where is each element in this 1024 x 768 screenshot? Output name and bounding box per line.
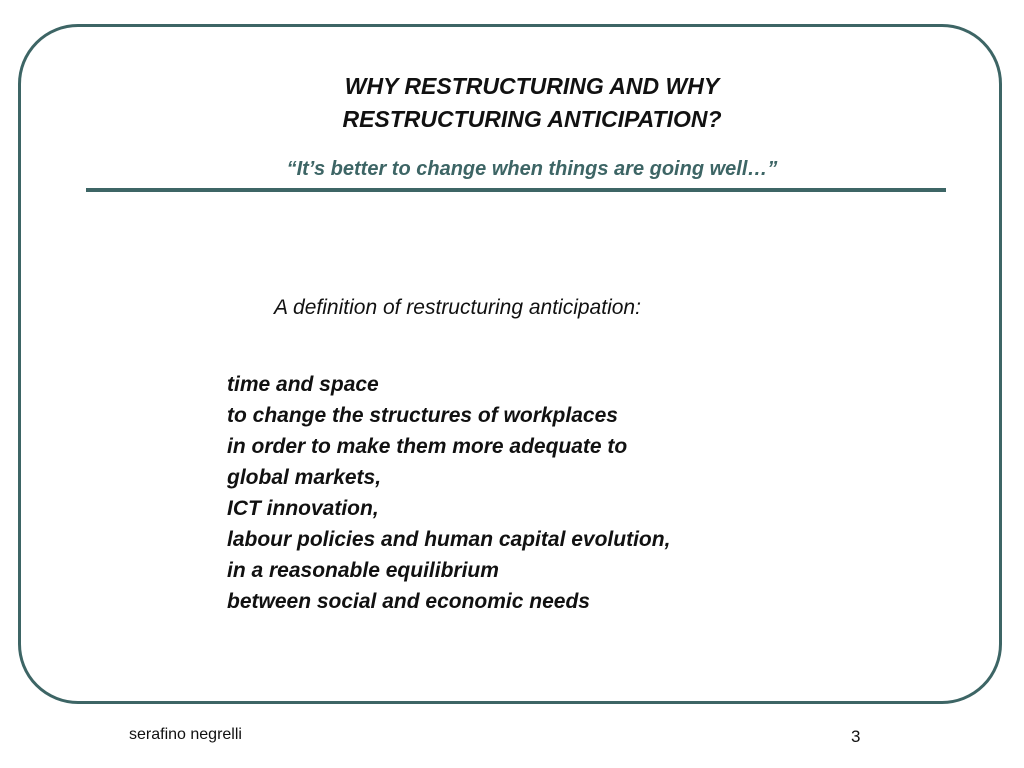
slide-subtitle-quote: “It’s better to change when things are going well…” bbox=[286, 158, 778, 180]
slide-title-line: RESTRUCTURING ANTICIPATION? bbox=[342, 106, 722, 132]
definition-line: global markets, bbox=[227, 466, 382, 489]
definition-line: between social and economic needs bbox=[227, 590, 590, 613]
title-divider bbox=[86, 188, 946, 192]
footer-author: serafino negrelli bbox=[129, 726, 242, 743]
page-number: 3 bbox=[851, 727, 861, 746]
definition-line: in a reasonable equilibrium bbox=[227, 559, 499, 582]
definition-text bbox=[227, 369, 670, 617]
definition-line: to change the structures of workplaces bbox=[227, 404, 618, 427]
definition-line: time and space bbox=[227, 373, 379, 396]
slide-title bbox=[0, 70, 1024, 136]
slide-title-line: WHY RESTRUCTURING AND WHY bbox=[344, 73, 720, 99]
definition-line: in order to make them more adequate to bbox=[227, 435, 628, 458]
definition-line: ICT innovation, bbox=[227, 497, 379, 520]
definition-line: labour policies and human capital evolution, bbox=[227, 528, 671, 551]
definition-heading: A definition of restructuring anticipation: bbox=[274, 296, 641, 319]
